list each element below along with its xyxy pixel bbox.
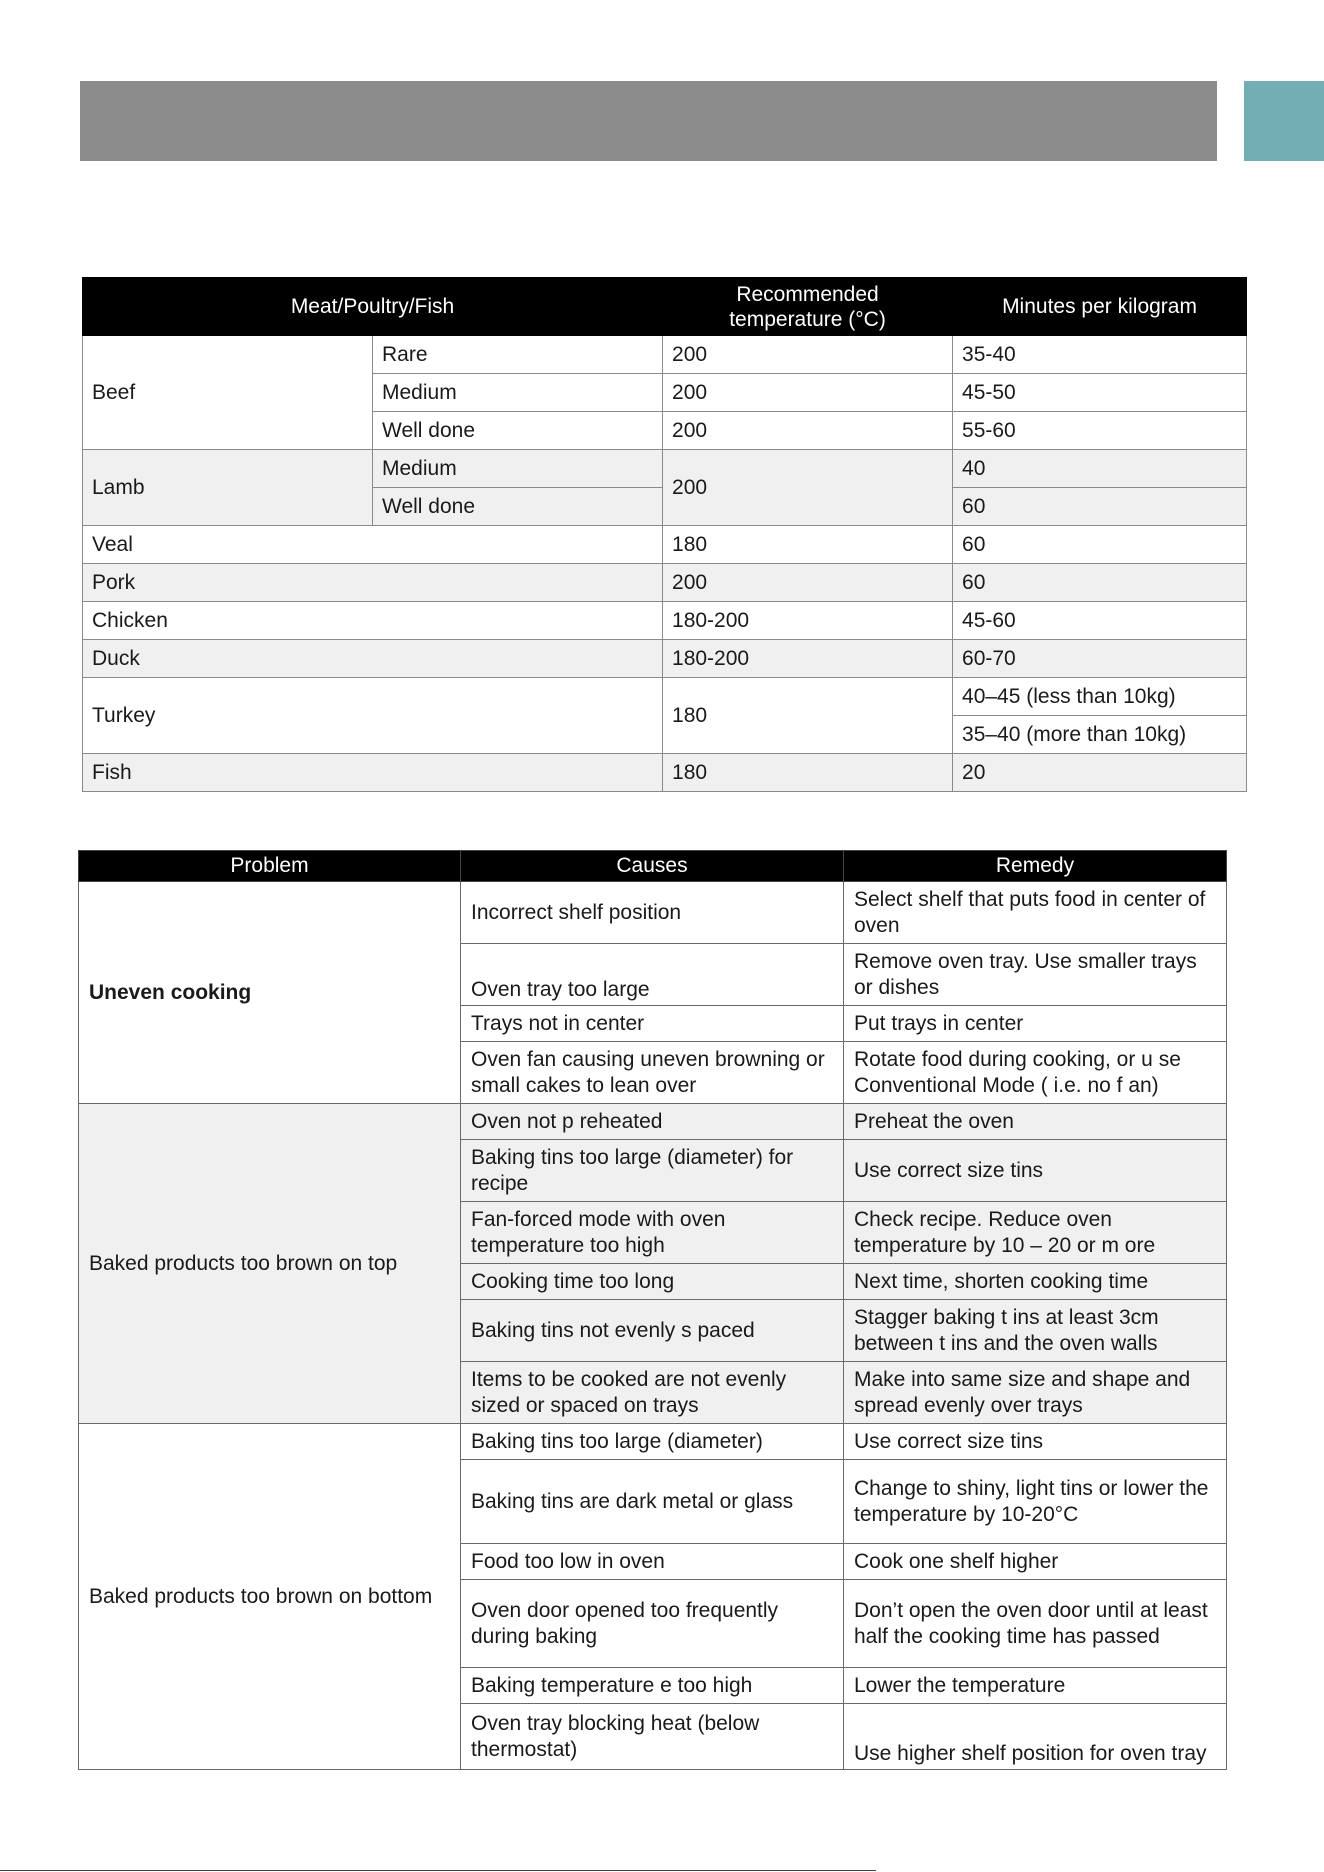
cause-cell: Food too low in oven [461,1544,844,1580]
temperature-cell: 200 [663,564,953,602]
temperature-cell: 200 [663,450,953,526]
meat-label: Beef [83,336,373,450]
remedy-cell: Lower the temperature [844,1668,1227,1704]
header-meat: Meat/Poultry/Fish [83,278,663,336]
cause-cell: Baking tins too large (diameter) for recipe [461,1140,844,1202]
cause-cell: Baking temperature e too high [461,1668,844,1704]
cause-cell: Baking tins not evenly s paced [461,1300,844,1362]
remedy-cell: Use higher shelf position for oven tray [844,1704,1227,1770]
header-remedy: Remedy [844,851,1227,882]
troubleshooting-header [79,851,1227,882]
header-temperature: Recommended temperature (°C) [663,278,953,336]
table-row [83,450,1247,488]
minutes-cell: 40–45 (less than 10kg) [953,678,1247,716]
temperature-cell: 180-200 [663,602,953,640]
table-row [79,882,1227,944]
table-row [83,336,1247,374]
temperature-cell: 180-200 [663,640,953,678]
temperature-cell: 200 [663,374,953,412]
minutes-cell: 60 [953,488,1247,526]
cause-cell: Oven tray blocking heat (below thermostat) [461,1704,844,1770]
minutes-cell: 60 [953,564,1247,602]
cause-cell: Cooking time too long [461,1264,844,1300]
header-minutes: Minutes per kilogram [953,278,1247,336]
meat-label: Duck [83,640,663,678]
cause-cell: Oven tray too large [461,944,844,1006]
roasting-table-header [83,278,1247,336]
cause-cell: Items to be cooked are not evenly sized or spaced on trays [461,1362,844,1424]
minutes-cell: 35–40 (more than 10kg) [953,716,1247,754]
remedy-cell: Select shelf that puts food in center of oven [844,882,1227,944]
cause-cell: Trays not in center [461,1006,844,1042]
temperature-cell: 180 [663,754,953,792]
table-row [83,678,1247,716]
remedy-cell: Change to shiny, light tins or lower the temperature by 10-20°C [844,1460,1227,1544]
minutes-cell: 60-70 [953,640,1247,678]
meat-label: Pork [83,564,663,602]
table-row [83,602,1247,640]
remedy-cell: Preheat the oven [844,1104,1227,1140]
table-row [83,564,1247,602]
meat-label: Turkey [83,678,663,754]
cause-cell: Oven not p reheated [461,1104,844,1140]
doneness-cell: Medium [373,374,663,412]
temperature-cell: 200 [663,336,953,374]
meat-label: Lamb [83,450,373,526]
minutes-cell: 35-40 [953,336,1247,374]
remedy-cell: Use correct size tins [844,1140,1227,1202]
remedy-cell: Don’t open the oven door until at least half the cooking time has passed [844,1580,1227,1668]
temperature-cell: 200 [663,412,953,450]
minutes-cell: 45-60 [953,602,1247,640]
doneness-cell: Well done [373,488,663,526]
minutes-cell: 55-60 [953,412,1247,450]
remedy-cell: Rotate food during cooking, or u se Conventional Mode ( i.e. no f an) [844,1042,1227,1104]
cause-cell: Fan-forced mode with oven temperature too high [461,1202,844,1264]
remedy-cell: Stagger baking t ins at least 3cm between t ins and the oven walls [844,1300,1227,1362]
remedy-cell: Put trays in center [844,1006,1227,1042]
temperature-cell: 180 [663,678,953,754]
minutes-cell: 60 [953,526,1247,564]
problem-cell: Uneven cooking [79,882,461,1104]
minutes-cell: 45-50 [953,374,1247,412]
table-row [83,754,1247,792]
cause-cell: Oven door opened too frequently during baking [461,1580,844,1668]
remedy-cell: Use correct size tins [844,1424,1227,1460]
header-causes: Causes [461,851,844,882]
cause-cell: Baking tins too large (diameter) [461,1424,844,1460]
header-problem: Problem [79,851,461,882]
header-bar [80,81,1217,161]
section-tab [1244,81,1324,161]
problem-cell: Baked products too brown on bottom [79,1424,461,1770]
remedy-cell: Cook one shelf higher [844,1544,1227,1580]
roasting-table [82,277,1247,792]
cause-cell: Baking tins are dark metal or glass [461,1460,844,1544]
cause-cell: Oven fan causing uneven browning or small cakes to lean over [461,1042,844,1104]
temperature-cell: 180 [663,526,953,564]
doneness-cell: Rare [373,336,663,374]
table-row [79,1104,1227,1140]
table-row [83,526,1247,564]
doneness-cell: Well done [373,412,663,450]
minutes-cell: 40 [953,450,1247,488]
table-row [79,1424,1227,1460]
remedy-cell: Remove oven tray. Use smaller trays or dishes [844,944,1227,1006]
cause-cell: Incorrect shelf position [461,882,844,944]
meat-label: Chicken [83,602,663,640]
problem-cell: Baked products too brown on top [79,1104,461,1424]
table-row [83,640,1247,678]
footer-rule [0,1870,876,1871]
troubleshooting-table [78,850,1227,1770]
minutes-cell: 20 [953,754,1247,792]
remedy-cell: Check recipe. Reduce oven temperature by 10 – 20 or m ore [844,1202,1227,1264]
meat-label: Veal [83,526,663,564]
doneness-cell: Medium [373,450,663,488]
remedy-cell: Next time, shorten cooking time [844,1264,1227,1300]
meat-label: Fish [83,754,663,792]
remedy-cell: Make into same size and shape and spread evenly over trays [844,1362,1227,1424]
